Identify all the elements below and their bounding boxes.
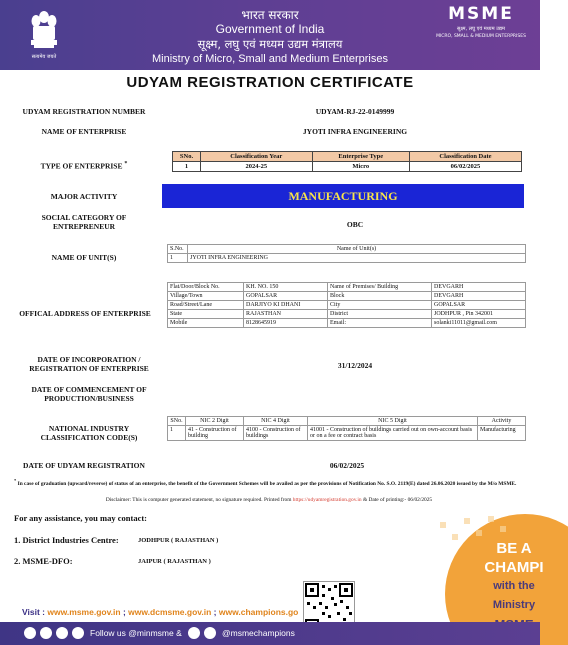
- link-msme[interactable]: www.msme.gov.in: [47, 607, 121, 617]
- col-sno: SNo.: [173, 152, 201, 162]
- nic-label: NATIONAL INDUSTRY CLASSIFICATION CODE(S): [40, 424, 138, 442]
- nic-table: [167, 416, 526, 441]
- units-col-sno: S.No.: [168, 245, 188, 254]
- address-row: Village/Town GOPALSAR Block DEVGARH: [168, 292, 526, 301]
- print-link[interactable]: https://udyamregistration.gov.in: [292, 497, 362, 503]
- assistance-heading: For any assistance, you may contact:: [14, 513, 147, 523]
- address-row: Flat/Door/Block No. KH. NO. 150 Name of Premises/ Building DEVGARH: [168, 283, 526, 292]
- units-label: NAME OF UNIT(S): [51, 253, 117, 262]
- dic-label: 1. District Industries Centre:: [14, 535, 119, 545]
- nic-cell-sno: 1: [168, 426, 186, 441]
- dic-value: JODHPUR ( RAJASTHAN ): [138, 537, 219, 544]
- header-banner: [0, 0, 540, 70]
- champions-handle: @msmechampions: [222, 628, 295, 638]
- champions-banner: [430, 512, 544, 622]
- nic-col-5: NIC 5 Digit: [308, 417, 478, 426]
- disclaimer: Disclaimer: This is computer generated statement, no signature required. Printed from https://udyamregistration.gov.in & Date of printing:- 06/02/2025: [105, 497, 433, 503]
- enterprise-type-label: TYPE OF ENTERPRISE *: [40, 161, 128, 171]
- address-label: OFFICAL ADDRESS OF ENTERPRISE: [19, 309, 151, 318]
- col-enterprise-type: Enterprise Type: [312, 152, 409, 162]
- ministry-english: Ministry of Micro, Small and Medium Enterprises: [152, 53, 388, 65]
- facebook-icon[interactable]: [188, 627, 200, 639]
- follow-text: Follow us @minmsme &: [90, 628, 182, 638]
- footer-bar: [0, 622, 540, 645]
- youtube-icon[interactable]: [56, 627, 68, 639]
- twitter-icon[interactable]: [72, 627, 84, 639]
- classification-table: [172, 151, 522, 172]
- nic-cell-activity: Manufacturing: [478, 426, 526, 441]
- cell-type: Micro: [312, 162, 409, 172]
- major-activity-value: MANUFACTURING: [162, 184, 524, 208]
- ministry-hindi: सूक्ष्म, लघु एवं मध्यम उद्यम मंत्रालय: [197, 37, 343, 51]
- cell-date: 06/02/2025: [409, 162, 521, 172]
- commencement-label: DATE OF COMMENCEMENT OF PRODUCTION/BUSINESS: [31, 385, 147, 403]
- facebook-icon[interactable]: [40, 627, 52, 639]
- social-category-value: OBC: [346, 220, 364, 229]
- nic-col-sno: SNo.: [168, 417, 186, 426]
- msme-logo: MSME सूक्ष्म, लघु एवं मध्यम उद्यम MICRO, SMALL & MEDIUM ENTERPRISES: [436, 4, 526, 39]
- udyam-date-value: 06/02/2025: [329, 461, 365, 470]
- cell-sno: 1: [173, 162, 201, 172]
- udyam-date-label: DATE OF UDYAM REGISTRATION: [23, 461, 145, 470]
- units-cell-name: JYOTI INFRA ENGINEERING: [188, 254, 526, 263]
- svg-text:सत्यमेव जयते: सत्यमेव जयते: [31, 54, 57, 60]
- graduation-note: * In case of graduation (upward/reverse) of status of an enterprise, the benefit of the Government Schemes will be availed as per the provisions of Notification No. S.O. 2119(E) dated 26.06.2020 issued by the M/o MSME.: [14, 478, 517, 487]
- nic-col-activity: Activity: [478, 417, 526, 426]
- enterprise-name-value: JYOTI INFRA ENGINEERING: [302, 127, 408, 136]
- nic-cell-5: 41001 - Construction of buildings carried out on own-account basis or on a fee or contract basis: [308, 426, 478, 441]
- certificate-title: UDYAM REGISTRATION CERTIFICATE: [126, 74, 414, 91]
- address-row: Mobile 8128645919 Email: solanki11011@gmail.com: [168, 319, 526, 328]
- units-table: [167, 244, 526, 263]
- twitter-icon[interactable]: [204, 627, 216, 639]
- dfo-label: 2. MSME-DFO:: [14, 556, 73, 566]
- link-dcmsme[interactable]: www.dcmsme.gov.in: [128, 607, 212, 617]
- champions-text: BE A CHAMPI with the Ministry: [484, 540, 544, 611]
- nic-cell-4: 4100 - Construction of buildings: [244, 426, 308, 441]
- address-table: [167, 282, 526, 328]
- nic-cell-2: 41 - Construction of building: [186, 426, 244, 441]
- col-classification-date: Classification Date: [409, 152, 521, 162]
- social-category-label: SOCIAL CATEGORY OF ENTREPRENEUR: [41, 213, 127, 231]
- reg-number-label: UDYAM REGISTRATION NUMBER: [22, 107, 146, 116]
- reg-number-value: UDYAM-RJ-22-0149999: [315, 107, 395, 116]
- gov-hindi: भारत सरकार: [241, 8, 299, 22]
- cell-year: 2024-25: [201, 162, 313, 172]
- incorporation-value: 31/12/2024: [337, 361, 373, 370]
- visit-links: Visit : www.msme.gov.in ; www.dcmsme.gov.in ; www.champions.go: [22, 607, 299, 617]
- dfo-value: JAIPUR ( RAJASTHAN ): [138, 558, 211, 565]
- link-champions[interactable]: www.champions.go: [218, 607, 299, 617]
- address-row: State RAJASTHAN District JODHPUR , Pin 342001: [168, 310, 526, 319]
- instagram-icon[interactable]: [24, 627, 36, 639]
- col-classification-year: Classification Year: [201, 152, 313, 162]
- nic-col-2: NIC 2 Digit: [186, 417, 244, 426]
- gov-english: Government of India: [215, 22, 325, 36]
- units-col-name: Name of Unit(s): [188, 245, 526, 254]
- incorporation-label: DATE OF INCORPORATION / REGISTRATION OF ENTERPRISE: [29, 355, 149, 373]
- enterprise-name-label: NAME OF ENTERPRISE: [41, 127, 127, 136]
- major-activity-label: MAJOR ACTIVITY: [50, 192, 118, 201]
- units-cell-sno: 1: [168, 254, 188, 263]
- nic-col-4: NIC 4 Digit: [244, 417, 308, 426]
- address-row: Road/Street/Lane DARJIYO KI DHANI City GOPALSAR: [168, 301, 526, 310]
